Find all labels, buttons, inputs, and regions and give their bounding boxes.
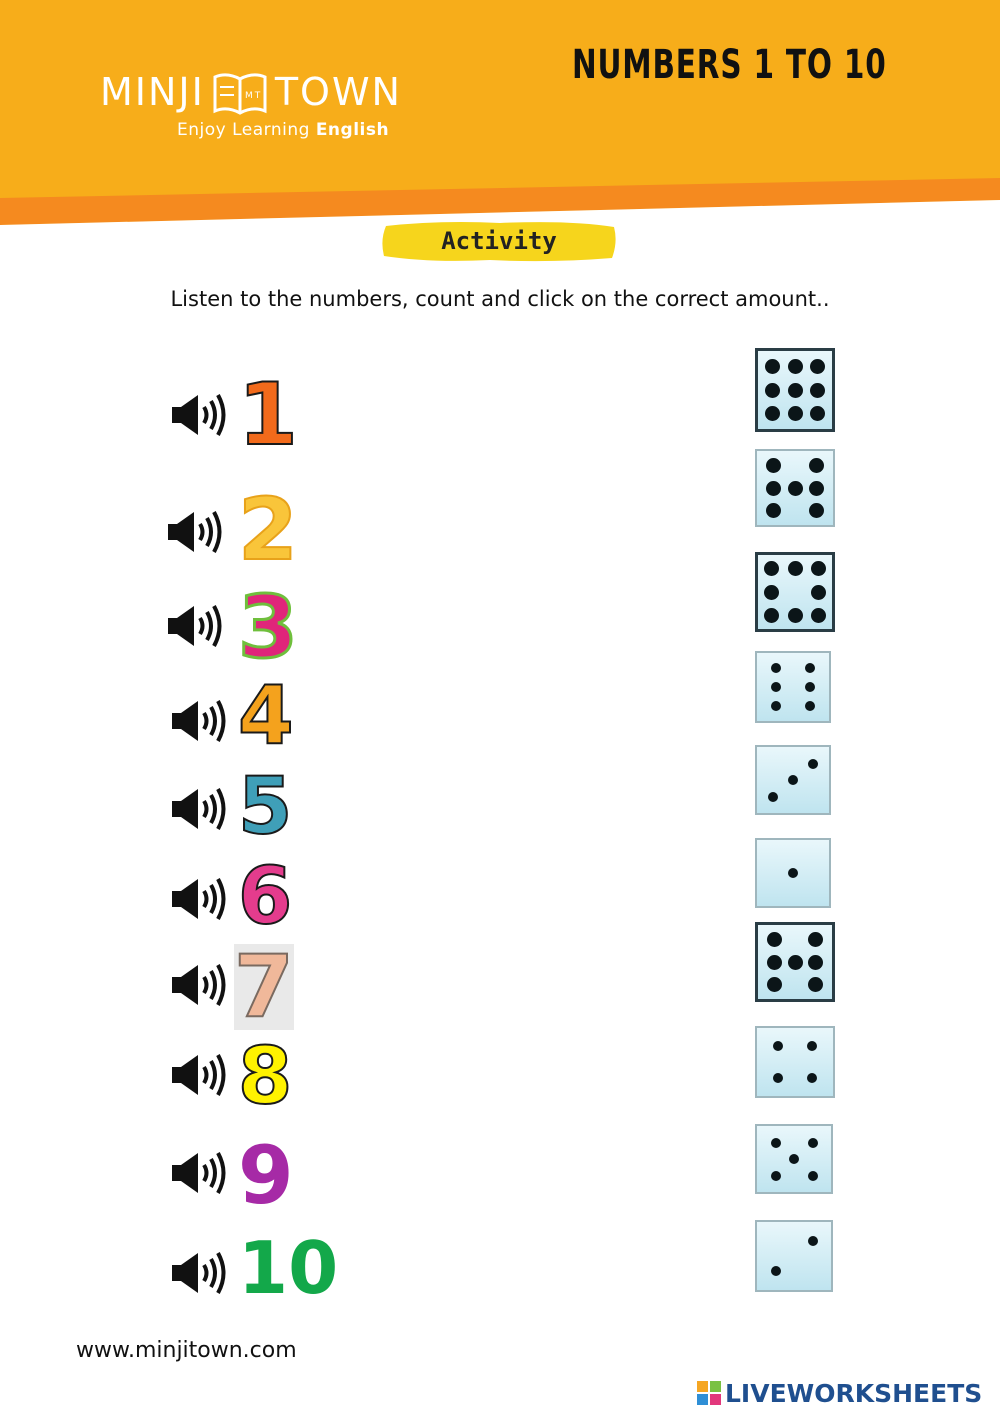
tagline-regular: Enjoy Learning (177, 120, 310, 140)
numeral-8: 8 (238, 1032, 293, 1122)
dice-card-7[interactable] (755, 922, 835, 1002)
dice-pip (810, 406, 825, 421)
number-row-9 (160, 1129, 360, 1230)
dice-pip (811, 585, 826, 600)
number-row-10 (160, 1226, 360, 1330)
logo-word-right: TOWN (274, 70, 402, 114)
liveworksheets-text: LIVEWORKSHEETS (725, 1378, 983, 1408)
dice-pip (788, 406, 803, 421)
dice-pip (766, 458, 781, 473)
dice-card-9[interactable] (755, 1124, 833, 1194)
numeral-5: 5 (238, 762, 293, 852)
speaker-icon[interactable] (168, 390, 232, 440)
dice-card-8[interactable] (755, 1026, 835, 1098)
dice-pip (809, 458, 824, 473)
speaker-icon[interactable] (168, 784, 232, 834)
dice-pip (809, 503, 824, 518)
numeral-4: 4 (238, 669, 294, 762)
dice-pip (771, 682, 781, 692)
dice-pip (811, 561, 826, 576)
dice-card-4[interactable] (755, 651, 831, 723)
dice-pip (766, 503, 781, 518)
dice-pip (788, 561, 803, 576)
dice-pip (805, 682, 815, 692)
dice-pip (805, 663, 815, 673)
liveworksheets-logo (697, 1377, 982, 1409)
dice-pip (788, 775, 798, 785)
activity-badge (380, 218, 618, 264)
speaker-icon[interactable] (164, 601, 228, 651)
numeral-10: 10 (238, 1226, 339, 1310)
dice-pip (788, 383, 803, 398)
speaker-icon[interactable] (168, 1148, 232, 1198)
speaker-icon[interactable] (164, 507, 228, 557)
page-title: NUMBERS 1 TO 10 (572, 42, 887, 88)
number-row-5 (160, 762, 360, 858)
number-row-8 (160, 1032, 360, 1134)
dice-pip (808, 1236, 818, 1246)
dice-pip (808, 1171, 818, 1181)
dice-pip (810, 359, 825, 374)
dice-pip (807, 1073, 817, 1083)
dice-pip (771, 701, 781, 711)
dice-pip (789, 1154, 799, 1164)
tagline-bold: English (315, 120, 390, 140)
dice-pip (767, 932, 782, 947)
dice-pip (773, 1041, 783, 1051)
tagline (177, 120, 389, 140)
header-banner (0, 0, 1000, 225)
dice-pip (788, 359, 803, 374)
numeral-6: 6 (238, 852, 293, 942)
open-book-icon (211, 67, 269, 117)
dice-pip (811, 608, 826, 623)
activity-label: Activity (441, 227, 557, 255)
dice-pip (788, 481, 803, 496)
book-mark-text: MT (244, 91, 263, 101)
dice-pip (764, 608, 779, 623)
dice-pip (808, 977, 823, 992)
numeral-2: 2 (238, 480, 298, 580)
logo-word-left: MINJI (100, 70, 205, 114)
dice-pip (765, 359, 780, 374)
dice-pip (809, 481, 824, 496)
dice-card-5[interactable] (755, 745, 831, 815)
dice-pip (773, 1073, 783, 1083)
speaker-icon[interactable] (168, 1050, 232, 1100)
number-row-3 (160, 578, 360, 678)
speaker-icon[interactable] (168, 960, 232, 1010)
dice-card-3[interactable] (755, 552, 835, 632)
number-row-2 (160, 480, 360, 580)
numeral-7: 7 (234, 937, 294, 1037)
footer-url[interactable]: www.minjitown.com (76, 1338, 297, 1363)
dice-card-6[interactable] (755, 838, 831, 908)
dice-pip (807, 1041, 817, 1051)
dice-pip (808, 932, 823, 947)
number-row-6 (160, 852, 360, 948)
dice-pip (768, 792, 778, 802)
dice-card-10[interactable] (755, 1220, 833, 1292)
dice-card-1[interactable] (755, 348, 835, 432)
dice-pip (764, 585, 779, 600)
dice-pip (771, 1138, 781, 1148)
speaker-icon[interactable] (168, 874, 232, 924)
dice-pip (771, 663, 781, 673)
logo (100, 62, 470, 152)
number-row-1 (160, 365, 360, 465)
dice-pip (765, 406, 780, 421)
dice-pip (766, 481, 781, 496)
speaker-icon[interactable] (168, 1248, 232, 1298)
instruction-text: Listen to the numbers, count and click on the correct amount.. (170, 287, 830, 311)
dice-pip (808, 955, 823, 970)
numeral-1: 1 (238, 365, 298, 465)
dice-pip (805, 701, 815, 711)
dice-pip (808, 1138, 818, 1148)
dice-pip (771, 1171, 781, 1181)
dice-pip (788, 608, 803, 623)
dice-pip (808, 759, 818, 769)
numeral-3: 3 (238, 578, 298, 678)
dice-pip (788, 955, 803, 970)
dice-card-2[interactable] (755, 449, 835, 527)
dice-pip (771, 1266, 781, 1276)
dice-pip (767, 955, 782, 970)
dice-pip (767, 977, 782, 992)
number-row-7 (160, 937, 360, 1037)
dice-pip (810, 383, 825, 398)
dice-pip (788, 868, 798, 878)
liveworksheets-mark-icon (697, 1381, 721, 1405)
numeral-9: 9 (238, 1129, 294, 1222)
dice-pip (764, 561, 779, 576)
speaker-icon[interactable] (168, 696, 232, 746)
dice-pip (765, 383, 780, 398)
number-row-4 (160, 669, 360, 766)
